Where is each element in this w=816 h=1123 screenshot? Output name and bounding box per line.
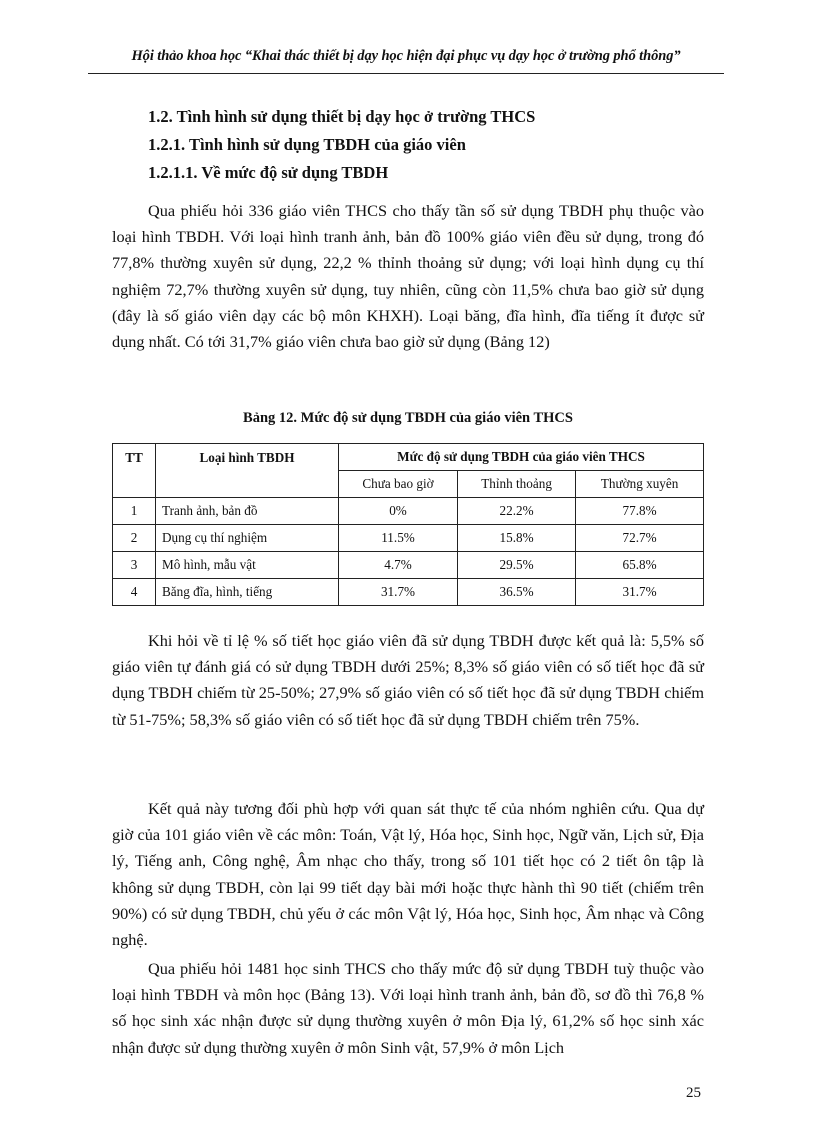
header-usage-group: Mức độ sử dụng TBDH của giáo viên THCS xyxy=(339,444,704,471)
section-heading-1-2-1: 1.2.1. Tình hình sử dụng TBDH của giáo viên xyxy=(148,135,466,154)
cell-often: 31.7% xyxy=(576,579,704,606)
cell-type: Băng đĩa, hình, tiếng xyxy=(156,579,339,606)
paragraph-1: Qua phiếu hỏi 336 giáo viên THCS cho thấy tần số sử dụng TBDH phụ thuộc vào loại hình TBDH. Với loại hình tranh ảnh, bản đồ 100% giáo viên đều sử dụng, trong đó 77,8% thường xuyên sử dụng, 22,2 % thỉnh thoảng sử dụng; với loại hình dụng cụ thí nghiệm 72,7% thường xuyên sử dụng, tuy nhiên, cũng còn 11,5% chưa bao giờ sử dụng (đây là số giáo viên dạy các bộ môn KHXH). Loại băng, đĩa hình, đĩa tiếng ít được sử dụng nhất. Có tới 31,7% giáo viên chưa bao giờ sử dụng (Bảng 12) xyxy=(112,201,704,352)
cell-tt: 2 xyxy=(113,525,156,552)
cell-never: 11.5% xyxy=(339,525,458,552)
cell-tt: 1 xyxy=(113,498,156,525)
header-tt: TT xyxy=(113,444,156,498)
cell-sometimes: 29.5% xyxy=(457,552,575,579)
section-heading-1-2: 1.2. Tình hình sử dụng thiết bị dạy học ở trường THCS xyxy=(148,107,536,126)
table-row xyxy=(113,579,704,606)
cell-sometimes: 15.8% xyxy=(457,525,575,552)
table-header-row xyxy=(113,444,704,471)
cell-sometimes: 22.2% xyxy=(457,498,575,525)
usage-table xyxy=(112,443,704,606)
page-number: 25 xyxy=(686,1085,701,1101)
cell-never: 0% xyxy=(339,498,458,525)
cell-type: Dụng cụ thí nghiệm xyxy=(156,525,339,552)
paragraph-3: Kết quả này tương đối phù hợp với quan sát thực tế của nhóm nghiên cứu. Qua dự giờ của 101 giáo viên về các môn: Toán, Vật lý, Hóa học, Sinh học, Ngữ văn, Lịch sử, Địa lý, Tiếng anh, Công nghệ, Âm nhạc cho thấy, trong số 101 tiết học có 2 tiết ôn tập là không sử dụng TBDH, còn lại 99 tiết dạy bài mới hoặc thực hành thì 90 tiết (chiếm trên 90%) có sử dụng TBDH, chủ yếu ở các môn Vật lý, Hóa học, Sinh học, Âm nhạc và Công nghệ. xyxy=(112,799,704,950)
section-heading-1-2-1-1: 1.2.1.1. Về mức độ sử dụng TBDH xyxy=(148,163,389,182)
cell-tt: 3 xyxy=(113,552,156,579)
cell-never: 31.7% xyxy=(339,579,458,606)
cell-never: 4.7% xyxy=(339,552,458,579)
cell-often: 77.8% xyxy=(576,498,704,525)
table-row xyxy=(113,525,704,552)
running-header: Hội thảo khoa học “Khai thác thiết bị dạy học hiện đại phục vụ dạy học ở trường phổ thông” xyxy=(131,48,681,64)
table-row xyxy=(113,498,704,525)
cell-type: Mô hình, mẫu vật xyxy=(156,552,339,579)
cell-sometimes: 36.5% xyxy=(457,579,575,606)
paragraph-4: Qua phiếu hỏi 1481 học sinh THCS cho thấy mức độ sử dụng TBDH tuỳ thuộc vào loại hình TBDH và môn học (Bảng 13). Với loại hình tranh ảnh, bản đồ, sơ đồ thì 76,8 % số học sinh xác nhận được sử dụng thường xuyên ở môn Địa lý, 61,2% số học sinh xác nhận được sử dụng thường xuyên ở môn Sinh vật, 57,9% ở môn Lịch xyxy=(112,959,704,1057)
cell-tt: 4 xyxy=(113,579,156,606)
cell-often: 72.7% xyxy=(576,525,704,552)
paragraph-2: Khi hỏi về tỉ lệ % số tiết học giáo viên đã sử dụng TBDH được kết quả là: 5,5% số giáo viên tự đánh giá có sử dụng TBDH dưới 25%; 8,3% số giáo viên có số tiết học đã sử dụng TBDH chiếm từ 25-50%; 27,9% số giáo viên có số tiết học đã sử dụng TBDH chiếm từ 51-75%; 58,3% số giáo viên có số tiết học đã sử dụng TBDH chiếm trên 75%. xyxy=(112,631,704,729)
header-often: Thường xuyên xyxy=(576,471,704,498)
header-never: Chưa bao giờ xyxy=(339,471,458,498)
cell-type: Tranh ảnh, bản đồ xyxy=(156,498,339,525)
header-sometimes: Thỉnh thoảng xyxy=(457,471,575,498)
table-row xyxy=(113,552,704,579)
cell-often: 65.8% xyxy=(576,552,704,579)
header-rule xyxy=(88,73,724,74)
header-type: Loại hình TBDH xyxy=(156,444,339,498)
table-caption: Bảng 12. Mức độ sử dụng TBDH của giáo viên THCS xyxy=(243,410,573,426)
